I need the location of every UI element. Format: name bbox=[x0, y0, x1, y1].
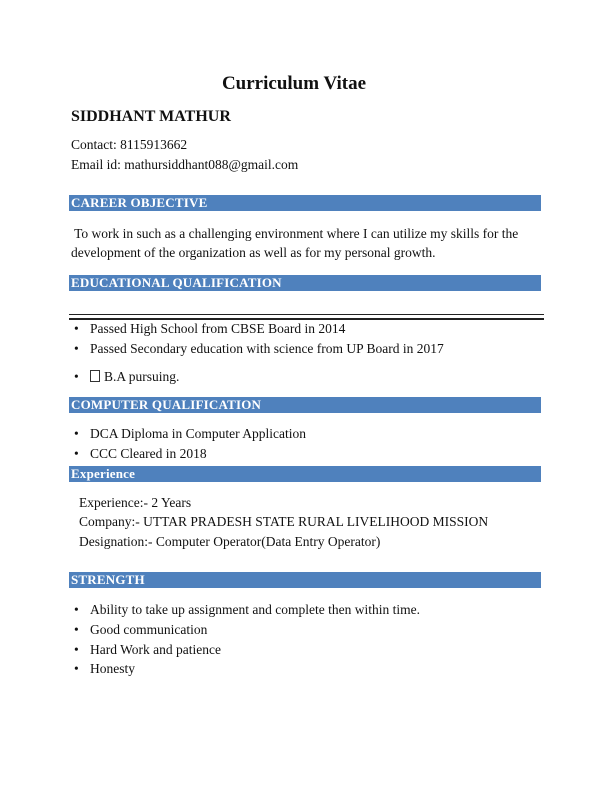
education-heading: EDUCATIONAL QUALIFICATION bbox=[69, 275, 541, 291]
list-item: • CCC Cleared in 2018 bbox=[74, 446, 207, 461]
contact-number: Contact: 8115913662 bbox=[71, 137, 188, 152]
career-objective-line-1: To work in such as a challenging environment where I can utilize my skills for the bbox=[71, 226, 519, 241]
divider-line bbox=[69, 314, 544, 315]
career-objective-line-2: development of the organization as well as for my personal growth. bbox=[71, 245, 436, 260]
list-item: • Good communication bbox=[74, 622, 208, 637]
experience-designation: Designation:- Computer Operator(Data Entry Operator) bbox=[79, 534, 381, 549]
experience-duration: Experience:- 2 Years bbox=[79, 495, 192, 510]
career-objective-text bbox=[71, 224, 541, 262]
document-title: Curriculum Vitae bbox=[221, 73, 367, 94]
list-item: • Ability to take up assignment and complete then within time. bbox=[74, 602, 420, 617]
list-item: • B.A pursuing. bbox=[74, 369, 180, 384]
experience-heading: Experience bbox=[69, 466, 541, 482]
strength-heading: STRENGTH bbox=[69, 572, 541, 588]
email-address: Email id: mathursiddhant088@gmail.com bbox=[71, 157, 299, 172]
experience-company: Company:- UTTAR PRADESH STATE RURAL LIVELIHOOD MISSION bbox=[79, 514, 489, 529]
list-item: • DCA Diploma in Computer Application bbox=[74, 426, 306, 441]
candidate-name: SIDDHANT MATHUR bbox=[71, 108, 231, 125]
missing-glyph-icon bbox=[90, 370, 100, 382]
list-item: • Honesty bbox=[74, 661, 135, 676]
computer-qualification-heading: COMPUTER QUALIFICATION bbox=[69, 397, 541, 413]
list-item: • Passed High School from CBSE Board in 2014 bbox=[74, 321, 346, 336]
list-item: • Passed Secondary education with science from UP Board in 2017 bbox=[74, 341, 444, 356]
divider-line bbox=[69, 318, 544, 320]
list-item: • Hard Work and patience bbox=[74, 642, 221, 657]
career-objective-heading: CAREER OBJECTIVE bbox=[69, 195, 541, 211]
